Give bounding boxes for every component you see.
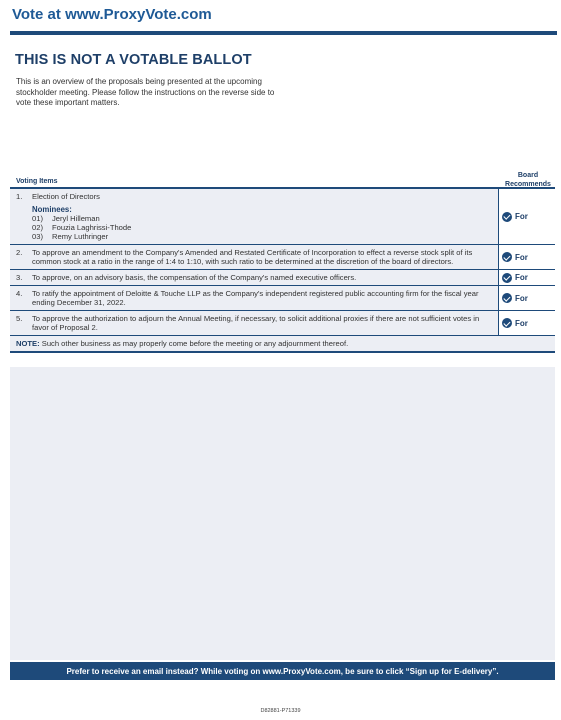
item-description: To ratify the appointment of Deloitte & Touche LLP as the Company's independent registered public accounting firm for the fiscal year ending December 31, 2022. (32, 289, 479, 307)
item-description: To approve, on an advisory basis, the compensation of the Company's named executive officers. (32, 273, 357, 282)
voting-items-table (10, 187, 555, 353)
board-recommendation (498, 245, 555, 269)
nominee-code: 03) (32, 232, 43, 241)
item-description: To approve the authorization to adjourn the Annual Meeting, if necessary, to solicit additional proxies if there are not sufficient votes in favor of Proposal 2. (32, 314, 480, 332)
item-description: Election of Directors (32, 192, 100, 201)
note-row (10, 336, 555, 353)
voting-items-heading: Voting Items (16, 178, 58, 185)
item-number: 2. (16, 248, 23, 257)
nominees-label: Nominees: (32, 205, 72, 214)
check-circle-icon (502, 293, 512, 303)
item-number: 3. (16, 273, 23, 282)
board-recommendation (498, 286, 555, 310)
nominee-name: Fouzia Laghrissi-Thode (52, 223, 132, 232)
voting-item-text (10, 189, 498, 244)
voting-item-text (10, 245, 498, 269)
voting-item-4 (10, 286, 555, 311)
header-rule (10, 31, 557, 35)
voting-item-text (10, 270, 498, 285)
item-number: 4. (16, 289, 23, 298)
voting-item-5 (10, 311, 555, 336)
document-code: D82881-P71339 (260, 708, 301, 714)
nominee (32, 232, 492, 241)
check-circle-icon (502, 252, 512, 262)
recommendation-label: For (515, 293, 528, 303)
nominee (32, 223, 492, 232)
check-circle-icon (502, 212, 512, 222)
e-delivery-banner: Prefer to receive an email instead? While voting on www.ProxyVote.com, be sure to click “Sign up for E-delivery”. (10, 662, 555, 680)
nominee-name: Remy Luthringer (52, 232, 109, 241)
board-recommendation (498, 311, 555, 335)
voting-item-2 (10, 245, 555, 270)
recommendation-label: For (515, 212, 528, 221)
board-recommends-heading: Board Recommends (505, 172, 551, 188)
check-circle-icon (502, 273, 512, 283)
recommendation-label: For (515, 318, 528, 328)
recommendation-label: For (515, 273, 528, 282)
board-recommendation (498, 270, 555, 285)
item-description: To approve an amendment to the Company's Amended and Restated Certificate of Incorporation to effect a reverse stock split of its common stock at a ratio in the range of 1:4 to 1:10, with such ratio to be determined at the discretion of the board of directors. (32, 248, 473, 266)
ballot-title: THIS IS NOT A VOTABLE BALLOT (15, 52, 252, 68)
nominee-code: 01) (32, 214, 43, 223)
voting-item-text (10, 286, 498, 310)
note-text: Such other business as may properly come before the meeting or any adjournment thereof. (41, 339, 349, 348)
intro-text: This is an overview of the proposals being presented at the upcoming stockholder meeting. Please follow the instructions on the reverse side to vote these important matters. (16, 77, 275, 107)
voting-item-3 (10, 270, 555, 286)
nominee-code: 02) (32, 223, 43, 232)
item-number: 1. (16, 192, 23, 201)
board-recommendation (498, 189, 555, 244)
site-header[interactable]: Vote at www.ProxyVote.com (12, 6, 212, 23)
note-label: NOTE: (16, 339, 40, 348)
blank-vote-area (10, 367, 555, 660)
check-circle-icon (502, 318, 512, 328)
item-number: 5. (16, 314, 23, 323)
voting-item-text (10, 311, 498, 335)
voting-item-1 (10, 189, 555, 245)
nominee (32, 214, 492, 223)
recommendation-label: For (515, 252, 528, 262)
nominee-name: Jeryl Hilleman (52, 214, 100, 223)
